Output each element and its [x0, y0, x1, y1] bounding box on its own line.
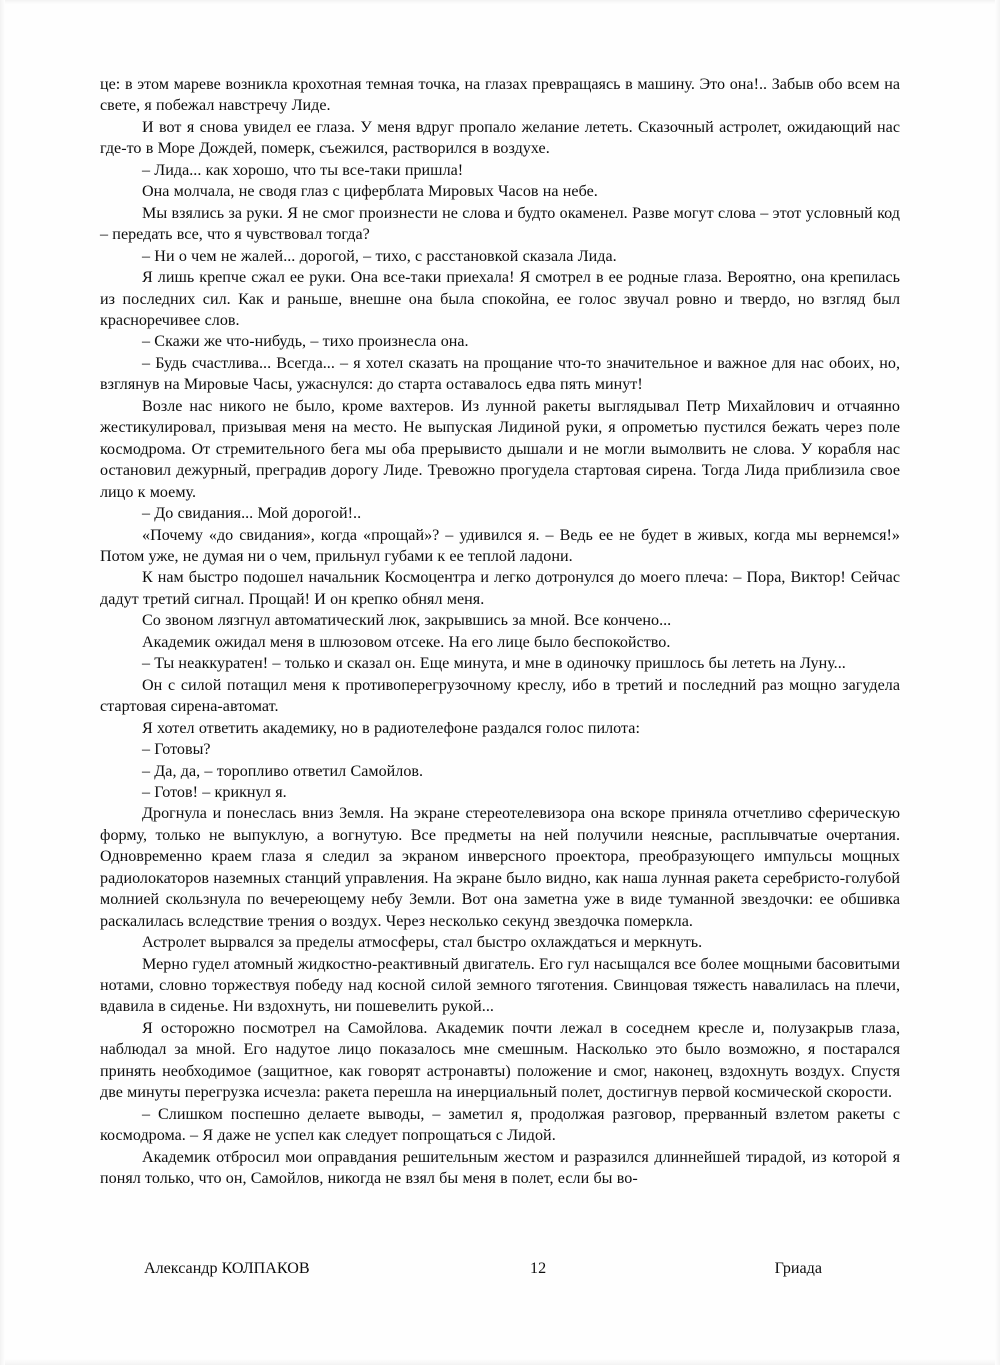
body-paragraph: – Слишком поспешно делаете выводы, – заметил я, продолжая разговор, прерванный взлетом ракеты с космодрома. – Я даже не успел как следует попрощаться с Лидой.	[100, 1105, 900, 1145]
body-paragraph: Дрогнула и понеслась вниз Земля. На экране стереотелевизора она вскоре приняла отчетливо сферическую форму, только не выпуклую, а вогнутую. Все предметы на ней получили неясные, расплывчатые очертания. Одновременно краем глаза я следил за экраном инверсного проектора, преобразующего импульсы мощных радиолокаторов наземных станций управления. На экране было видно, как наша лунная ракета серебристо-голубой молнией скользнула по вечереющему небу Земли. Вот она заметна уже в виде туманной звездочки: ее обшивка раскалилась вследствие трения о воздух. Через несколько секунд звездочка померкла.	[100, 805, 900, 930]
body-paragraph: – Лида... как хорошо, что ты все-таки пришла!	[142, 161, 464, 179]
body-paragraph: – Готов! – крикнул я.	[142, 783, 287, 801]
body-paragraph: «Почему «до свидания», когда «прощай»? – удивился я. – Ведь ее не будет в живых, когда мы вернемся!» Потом уже, не думая ни о чем, прильнул губами к ее теплой ладони.	[100, 526, 900, 565]
body-paragraph: Я осторожно посмотрел на Самойлова. Академик почти лежал в соседнем кресле и, полузакрыв глаза, наблюдал за мной. Его надутое лицо показалось мне смешным. Насколько это было возможно, я постарался принять необходимое (защитное, как говорят астронавты) положение и смог, наконец, вздохнуть воздух. Спустя две минуты перегрузка исчезла: ракета перешла на инерциальный полет, достигнув первой космической скорости.	[100, 1019, 900, 1102]
page-edge-left-shade	[0, 0, 5, 1365]
body-paragraph: – Да, да, – торопливо ответил Самойлов.	[142, 762, 424, 780]
body-paragraph: Она молчала, не сводя глаз с циферблата Мировых Часов на небе.	[142, 183, 598, 201]
body-paragraph: Академик ожидал меня в шлюзовом отсеке. На его лице было беспокойство.	[142, 633, 671, 651]
body-paragraph: – Будь счастлива... Всегда... – я хотел сказать на прощание что-то значительное и важное для нас обоих, но, взглянув на Мировые Часы, ужаснулся: до старта оставалось едва пять минут!	[100, 354, 900, 394]
body-paragraph: И вот я снова увидел ее глаза. У меня вдруг пропало желание лететь. Сказочный астролет, ожидающий нас где-то в Море Дождей, померк, съежился, растворился в воздухе.	[100, 118, 900, 158]
footer-book-title: Гриада	[774, 1260, 822, 1277]
footer-author: Александр КОЛПАКОВ	[144, 1260, 310, 1277]
body-paragraph: – Ты неаккуратен! – только и сказал он. Еще минута, и мне в одиночку пришлось бы лететь на Луну...	[142, 655, 846, 673]
body-paragraph: – Ни о чем не жалей... дорогой, – тихо, с расстановкой сказала Лида.	[142, 247, 617, 265]
running-footer	[100, 1258, 900, 1279]
body-paragraph: К нам быстро подошел начальник Космоцентра и легко дотронулся до моего плеча: – Пора, Виктор! Сейчас дадут третий сигнал. Прощай! И он крепко обнял меня.	[100, 569, 900, 608]
body-paragraph: – До свидания... Мой дорогой!..	[142, 505, 362, 523]
body-paragraph: – Готовы?	[142, 741, 211, 759]
body-paragraph: це: в этом мареве возникла крохотная темная точка, на глазах превращаясь в машину. Это она!.. Забыв обо всем на свете, я побежал навстречу Лиде.	[100, 76, 900, 115]
body-paragraph: Мы взялись за руки. Я не смог произнести не слова и будто окаменел. Разве могут слова – этот условный код – передать все, что я чувствовал тогда?	[100, 204, 900, 244]
body-paragraph: Возле нас никого не было, кроме вахтеров. Из лунной ракеты выглядывал Петр Михайлович и отчаянно жестикулировал, призывая меня на место. Не выпуская Лидиной руки, я опрометью пустился бежать через поле космодрома. От стремительного бега мы оба прерывисто дышали и не могли вымолвить не слова. У корабля нас остановил дежурный, преградив дорогу Лиде. Тревожно прогудела стартовая сирена. Тогда Лида приблизила свое лицо к моему.	[100, 397, 900, 501]
page-edge-top-shade	[0, 0, 1000, 4]
page-edge-right-shade	[995, 0, 1000, 1365]
body-paragraph: Я лишь крепче сжал ее руки. Она все-таки приехала! Я смотрел в ее родные глаза. Вероятно, она крепилась из последних сил. Как и раньше, внешне она была спокойна, ее голос звучал ровно и твердо, но взгляд был красноречивее слов.	[100, 269, 900, 329]
body-paragraph: Я хотел ответить академику, но в радиотелефоне раздался голос пилота:	[142, 719, 640, 737]
body-paragraph: Академик отбросил мои оправдания решительным жестом и разразился длиннейшей тирадой, из которой я понял только, что он, Самойлов, никогда не взял бы меня в полет, если бы во-	[100, 1148, 900, 1188]
body-paragraph: – Скажи же что-нибудь, – тихо произнесла она.	[142, 333, 469, 351]
footer-page-number: 12	[530, 1260, 547, 1277]
body-paragraph: Со звоном лязгнул автоматический люк, закрывшись за мной. Все кончено...	[142, 612, 672, 630]
page-text-block	[100, 74, 900, 1190]
body-paragraph: Астролет вырвался за пределы атмосферы, стал быстро охлаждаться и меркнуть.	[142, 934, 703, 952]
body-paragraph: Он с силой потащил меня к противоперегрузочному креслу, ибо в третий и последний раз мощно загудела стартовая сирена-автомат.	[100, 676, 900, 716]
body-paragraph: Мерно гудел атомный жидкостно-реактивный двигатель. Его гул насыщался все более мощными басовитыми нотами, словно торжествуя победу над косной силой земного тяготения. Свинцовая тяжесть навалилась на плечи, вдавила в сиденье. Ни вздохнуть, ни пошевелить рукой...	[100, 955, 900, 1016]
page-edge-bottom-shade	[0, 1359, 1000, 1365]
